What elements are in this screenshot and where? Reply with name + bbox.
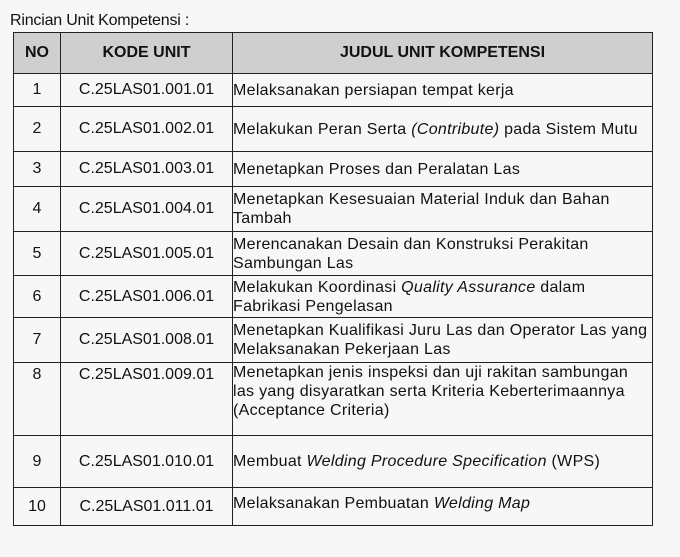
unit-title-part: dalam Fabrikasi Pengelasan — [233, 278, 586, 315]
unit-code: C.25LAS01.001.01 — [61, 74, 233, 107]
header-unit-code: KODE UNIT — [61, 33, 233, 74]
row-no: 8 — [14, 363, 61, 436]
table-row — [14, 187, 653, 232]
unit-code: C.25LAS01.008.01 — [61, 318, 233, 363]
table-row — [14, 363, 653, 436]
unit-title-emphasis: Welding Map — [433, 495, 531, 512]
row-no: 4 — [14, 187, 61, 232]
unit-title-part: Melakukan Peran Serta — [233, 120, 412, 138]
unit-code: C.25LAS01.009.01 — [61, 363, 233, 436]
unit-code: C.25LAS01.006.01 — [61, 276, 233, 318]
table-row — [14, 436, 653, 488]
table-row — [14, 232, 653, 276]
unit-title-emphasis: Quality Assurance — [401, 278, 536, 296]
row-no: 2 — [14, 107, 61, 152]
unit-code: C.25LAS01.011.01 — [61, 488, 233, 526]
table-row — [14, 276, 653, 318]
table-row — [14, 107, 653, 152]
unit-title: Menetapkan Proses dan Peralatan Las — [233, 152, 653, 187]
unit-code: C.25LAS01.002.01 — [61, 107, 233, 152]
table-row — [14, 74, 653, 107]
unit-title: Menetapkan Kesesuaian Material Induk dan Bahan Tambah — [233, 187, 653, 232]
unit-title: Merencanakan Desain dan Konstruksi Perakitan Sambungan Las — [233, 232, 653, 276]
row-no: 3 — [14, 152, 61, 187]
row-no: 1 — [14, 74, 61, 107]
table-header-row — [14, 33, 653, 74]
unit-title — [233, 276, 653, 318]
unit-title — [233, 107, 653, 152]
table-row — [14, 488, 653, 526]
unit-title-emphasis: Welding Procedure Specification — [306, 453, 547, 470]
unit-title-emphasis: (Contribute) — [411, 120, 500, 138]
unit-title — [233, 436, 653, 488]
unit-title-part: Melakukan Koordinasi — [233, 278, 402, 296]
table-row — [14, 152, 653, 187]
header-unit-title: JUDUL UNIT KOMPETENSI — [233, 33, 653, 74]
unit-title-part: pada Sistem Mutu — [499, 120, 638, 138]
unit-code: C.25LAS01.004.01 — [61, 187, 233, 232]
unit-code: C.25LAS01.010.01 — [61, 436, 233, 488]
unit-title: Menetapkan Kualifikasi Juru Las dan Operator Las yang Melaksanakan Pekerjaan Las — [233, 318, 653, 363]
unit-code: C.25LAS01.003.01 — [61, 152, 233, 187]
row-no: 10 — [14, 488, 61, 526]
header-no: NO — [14, 33, 61, 74]
unit-title-part: (WPS) — [546, 453, 601, 470]
unit-title-part: Membuat — [233, 453, 307, 470]
row-no: 9 — [14, 436, 61, 488]
unit-title-part: Melaksanakan Pembuatan — [233, 495, 434, 512]
section-caption: Rincian Unit Kompetensi : — [10, 12, 190, 29]
unit-title — [233, 488, 653, 526]
row-no: 7 — [14, 318, 61, 363]
unit-code: C.25LAS01.005.01 — [61, 232, 233, 276]
competency-units-table — [13, 32, 653, 526]
unit-title: Menetapkan jenis inspeksi dan uji rakitan sambungan las yang disyaratkan serta Kriteria Keberterimaannya (Acceptance Criteria) — [233, 363, 653, 436]
table-row — [14, 318, 653, 363]
row-no: 6 — [14, 276, 61, 318]
row-no: 5 — [14, 232, 61, 276]
unit-title: Melaksanakan persiapan tempat kerja — [233, 74, 653, 107]
